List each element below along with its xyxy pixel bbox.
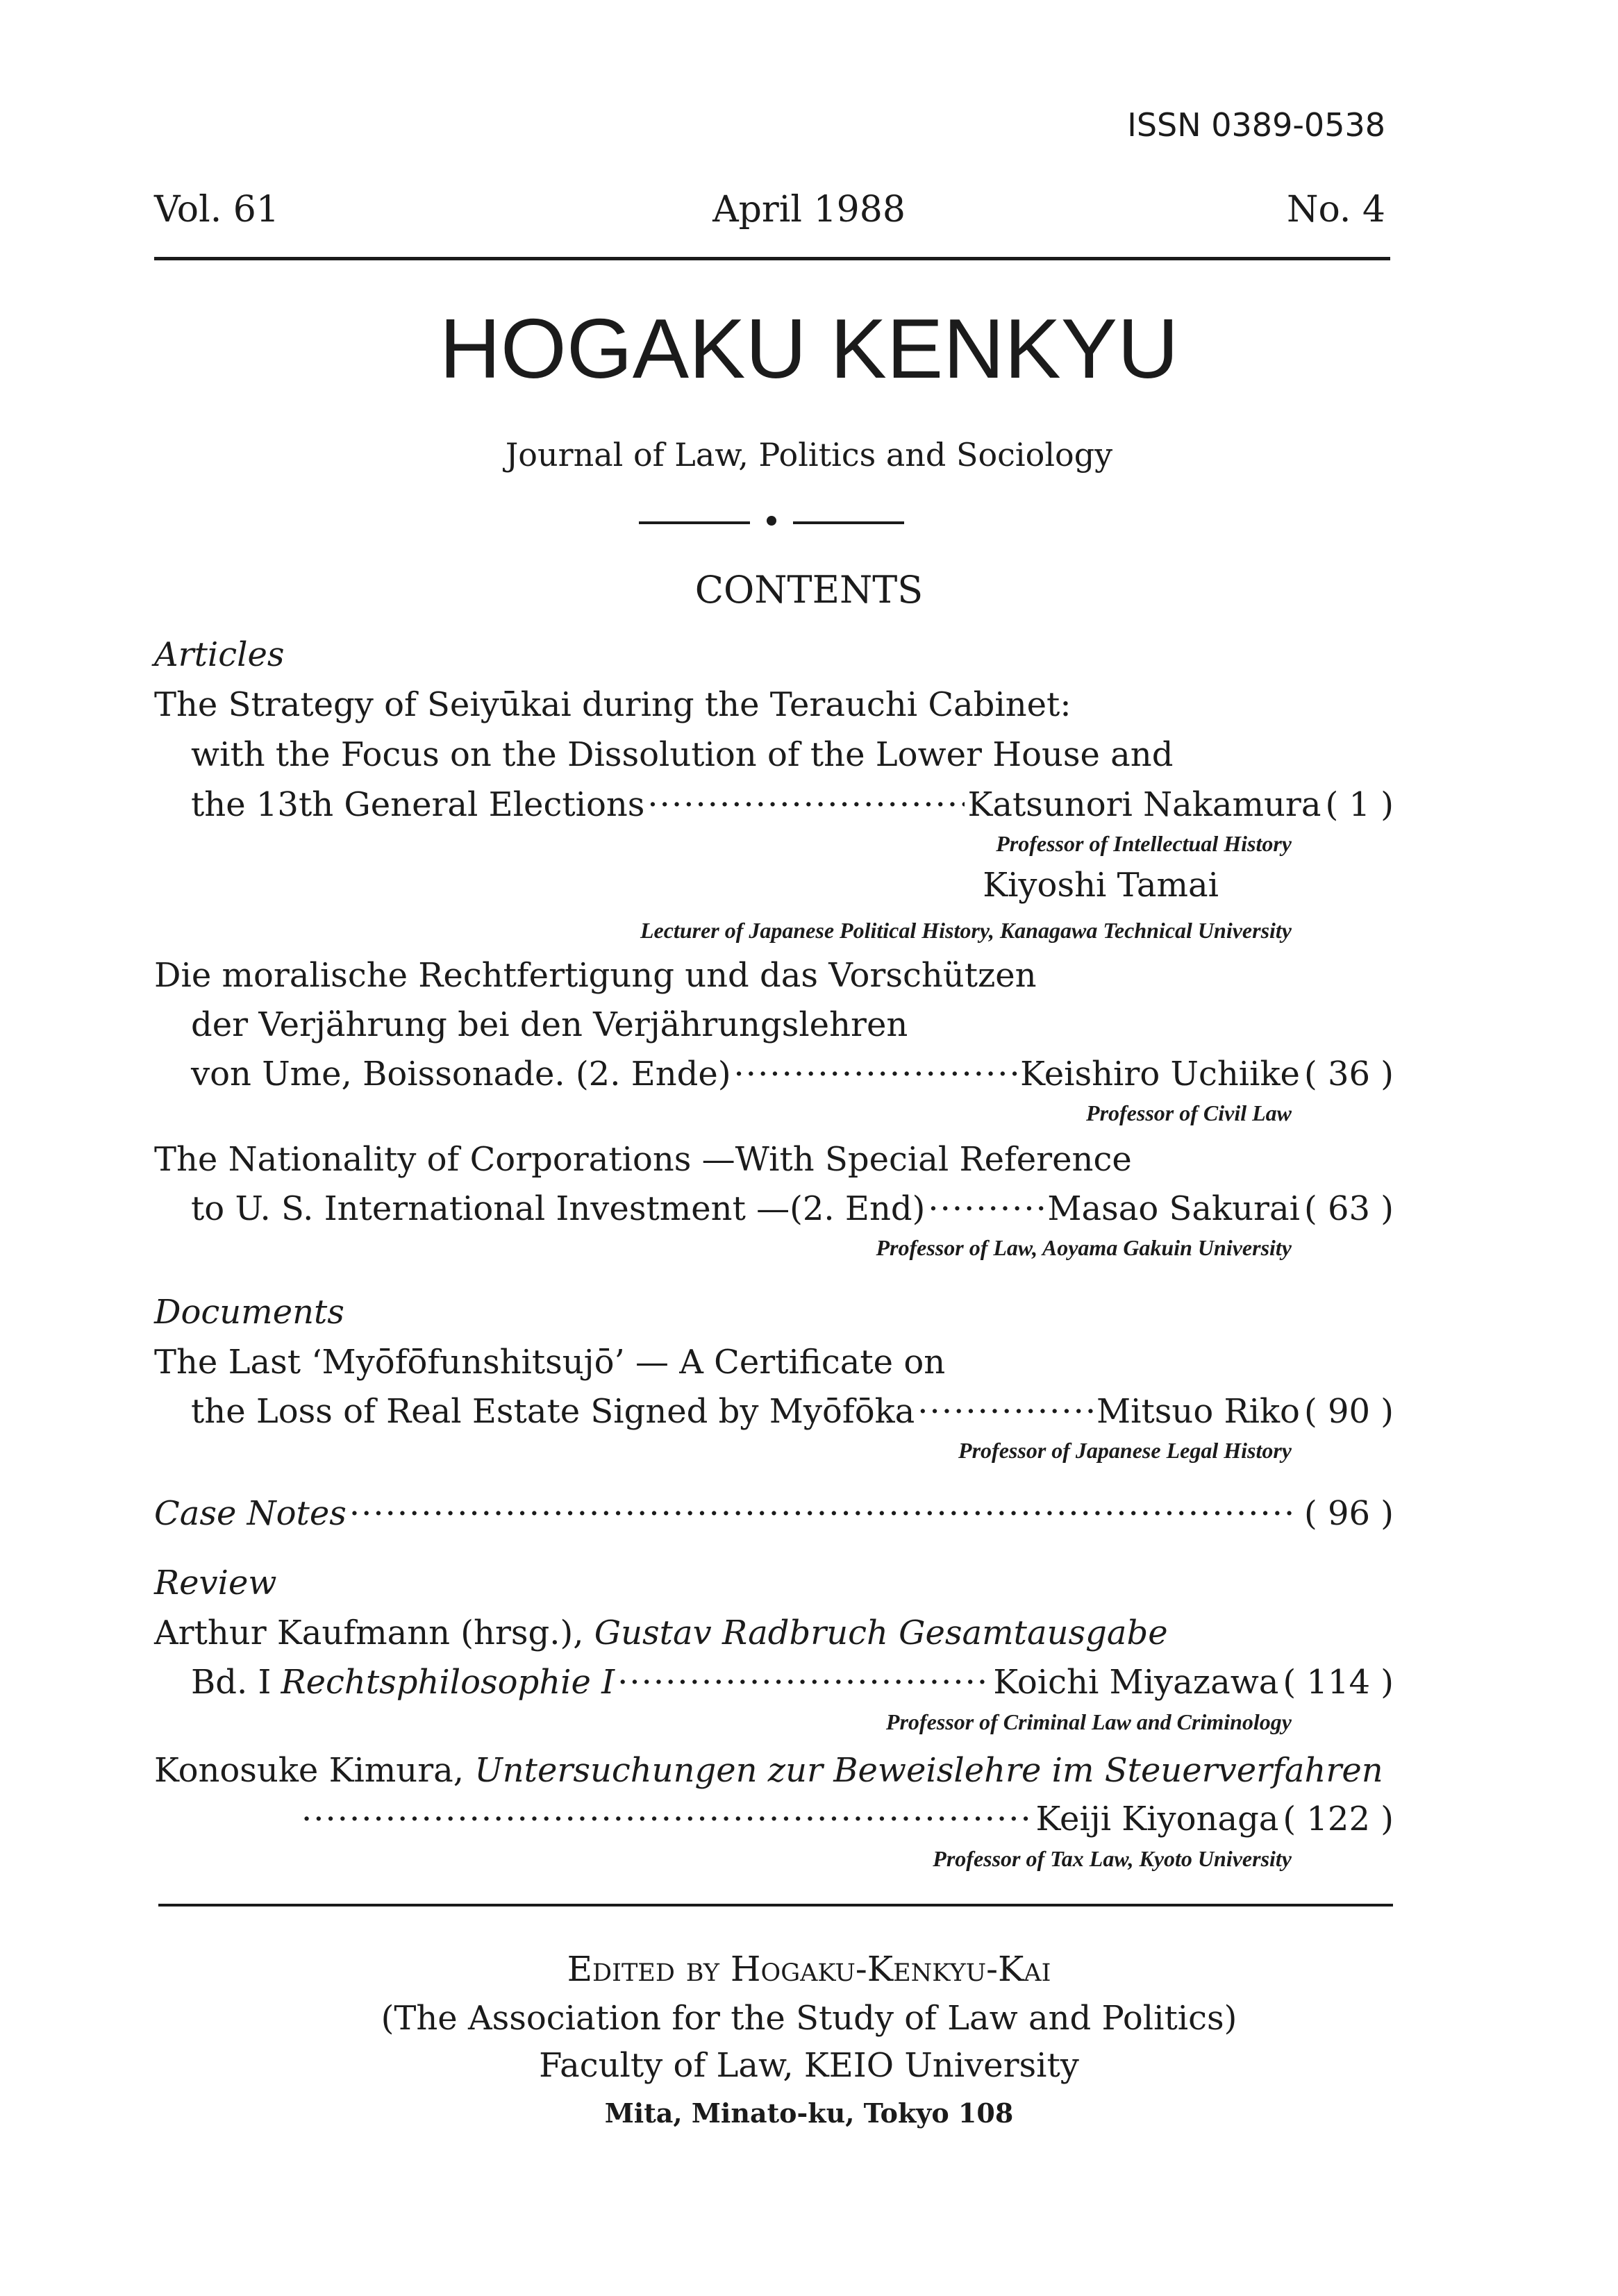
article1-title-line1: The Strategy of Seiyūkai during the Terauchi Cabinet: [154,685,1071,724]
case-notes-entry[interactable] [154,1493,1394,1534]
article3-page: ( 63 ) [1303,1189,1394,1228]
review1-volume-title: Rechtsphilosophie I [281,1663,615,1702]
leader-dots [349,1493,1297,1534]
footer-rule [158,1904,1393,1907]
journal-title: HOGAKU KENKYU [439,301,1179,396]
article1-author: Katsunori Nakamura [967,785,1321,824]
document1-title-line1: The Last ‘Myōfōfunshitsujō’ — A Certificate on [154,1343,946,1382]
article3-author: Masao Sakurai [1047,1189,1300,1228]
article2-page: ( 36 ) [1303,1055,1394,1093]
article2-entry[interactable] [191,1053,1394,1095]
leader-dots [734,1053,1018,1095]
section-articles: Articles [154,635,285,674]
article1-coauthor: Kiyoshi Tamai [983,866,1219,905]
section-case-notes: Case Notes [154,1494,347,1533]
review1-title-line1 [154,1612,1168,1654]
review1-entry[interactable] [191,1661,1394,1703]
leader-dots [917,1391,1094,1432]
article1-title-line2: with the Focus on the Dissolution of the Lower House and [191,735,1174,774]
contents-heading: CONTENTS [694,568,924,612]
review1-author: Koichi Miyazawa [993,1663,1279,1702]
article3-title-line2: to U. S. International Investment —(2. End) [191,1189,926,1228]
article2-title-line3: von Ume, Boissonade. (2. Ende) [191,1055,731,1093]
volume: Vol. 61 [154,189,279,231]
document1-affiliation: Professor of Japanese Legal History [958,1438,1292,1463]
review2-page: ( 122 ) [1283,1800,1394,1838]
article2-author: Keishiro Uchiike [1020,1055,1300,1093]
ornament-right [793,521,904,524]
journal-subtitle: Journal of Law, Politics and Sociology [505,436,1113,474]
ornament-left [639,521,750,524]
review1-work-title: Gustav Radbruch Gesamtausgabe [594,1614,1168,1652]
address: Mita, Minato-ku, Tokyo 108 [604,2097,1014,2129]
article1-coauthor-affiliation: Lecturer of Japanese Political History, Kanagawa Technical University [640,918,1292,943]
leader-dots [301,1798,1033,1840]
case-notes-page: ( 96 ) [1303,1494,1394,1533]
article1-affiliation: Professor of Intellectual History [996,831,1292,856]
document1-page: ( 90 ) [1303,1392,1394,1431]
review1-page: ( 114 ) [1283,1663,1394,1702]
review2-author-of-work: Konosuke Kimura, [154,1751,465,1790]
review2-work-title: Untersuchungen zur Beweislehre im Steuerverfahren [474,1751,1383,1790]
section-documents: Documents [154,1293,344,1332]
article2-title-line2: der Verjährung bei den Verjährungslehren [191,1005,908,1044]
review2-title-line1 [154,1750,1383,1791]
article2-title-line1: Die moralische Rechtfertigung und das Vorschützen [154,956,1037,995]
document1-entry[interactable] [191,1391,1394,1432]
leader-dots [617,1661,990,1703]
review2-author: Keiji Kiyonaga [1035,1800,1279,1838]
review1-affiliation: Professor of Criminal Law and Criminology [885,1709,1292,1734]
header-rule [154,257,1390,260]
issue-number: No. 4 [1286,189,1385,231]
article1-entry[interactable] [191,784,1394,826]
article3-affiliation: Professor of Law, Aoyama Gakuin University [876,1235,1292,1260]
edited-by: Edited by Hogaku-Kenkyu-Kai [567,1949,1051,1989]
article1-page: ( 1 ) [1325,785,1394,824]
document1-title-line2: the Loss of Real Estate Signed by Myōfōka [191,1392,915,1431]
association: (The Association for the Study of Law and Politics) [381,1999,1237,2038]
review2-entry[interactable] [299,1798,1394,1840]
document1-author: Mitsuo Riko [1096,1392,1300,1431]
article2-affiliation: Professor of Civil Law [1086,1100,1292,1125]
review1-editor: Arthur Kaufmann (hrsg.), [154,1614,584,1652]
section-review: Review [154,1564,277,1602]
article3-title-line1: The Nationality of Corporations —With Special Reference [154,1140,1132,1179]
issue-date: April 1988 [712,189,906,231]
faculty: Faculty of Law, KEIO University [539,2046,1079,2085]
review1-volume: Bd. I [191,1663,272,1702]
leader-dots [647,784,965,826]
leader-dots [928,1188,1044,1230]
issn: ISSN 0389-0538 [1127,106,1385,144]
article3-entry[interactable] [191,1188,1394,1230]
article1-title-line3: the 13th General Elections [191,785,645,824]
ornament-dot [767,516,776,526]
review2-affiliation: Professor of Tax Law, Kyoto University [933,1846,1292,1871]
